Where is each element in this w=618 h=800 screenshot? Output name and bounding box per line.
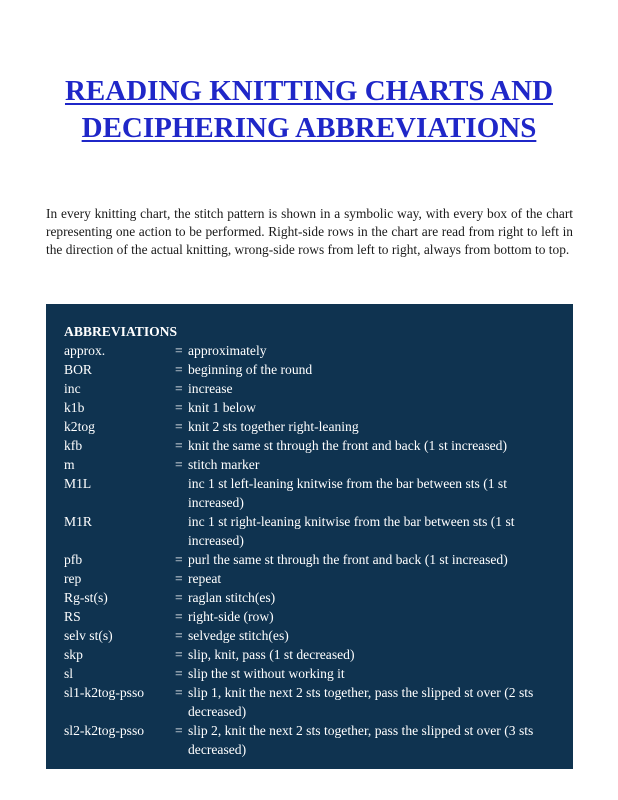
watermark: PassionForum.ru	[528, 781, 612, 793]
abbreviation-equals: =	[175, 647, 183, 662]
abbreviation-row	[64, 683, 555, 721]
abbreviation-definition: selvedge stitch(es)	[188, 628, 289, 643]
abbreviation-equals	[175, 474, 188, 512]
abbreviation-term: Rg-st(s)	[64, 590, 108, 605]
abbreviation-equals: =	[175, 628, 183, 643]
abbreviation-definition: slip 2, knit the next 2 sts together, pass the slipped st over (3 sts decreased)	[188, 723, 534, 757]
abbreviation-row	[64, 550, 555, 569]
abbreviation-row	[64, 341, 555, 360]
abbreviation-row	[64, 436, 555, 455]
abbreviations-list	[64, 341, 555, 759]
abbreviation-row	[64, 379, 555, 398]
abbreviation-equals: =	[175, 685, 183, 700]
abbreviation-definition: slip, knit, pass (1 st decreased)	[188, 647, 355, 662]
abbreviation-term: rep	[64, 571, 82, 586]
abbreviation-equals: =	[175, 571, 183, 586]
abbreviation-definition: knit 2 sts together right-leaning	[188, 419, 359, 434]
abbreviation-equals: =	[175, 362, 183, 377]
abbreviation-term: m	[64, 457, 75, 472]
abbreviation-row	[64, 626, 555, 645]
abbreviation-term: sl1-k2tog-psso	[64, 685, 145, 700]
abbreviation-equals: =	[175, 419, 183, 434]
abbreviation-term: sl	[64, 666, 74, 681]
abbreviation-equals: =	[175, 438, 183, 453]
abbreviation-equals: =	[175, 400, 183, 415]
abbreviation-term: k2tog	[64, 419, 95, 434]
abbreviation-definition: repeat	[188, 571, 222, 586]
abbreviation-term: M1R	[64, 514, 92, 529]
abbreviation-term: kfb	[64, 438, 83, 453]
abbreviation-row	[64, 607, 555, 626]
abbreviation-equals: =	[175, 723, 183, 738]
abbreviation-term: skp	[64, 647, 83, 662]
abbreviation-definition: beginning of the round	[188, 362, 313, 377]
abbreviation-term: RS	[64, 609, 81, 624]
abbreviation-term: BOR	[64, 362, 92, 377]
abbreviation-term: k1b	[64, 400, 85, 415]
abbreviation-row	[64, 398, 555, 417]
abbreviation-term: selv st(s)	[64, 628, 113, 643]
page-title-line-2: DECIPHERING ABBREVIATIONS	[81, 112, 537, 144]
abbreviation-equals: =	[175, 590, 183, 605]
page-title-line-1: READING KNITTING CHARTS AND	[64, 75, 554, 107]
abbreviation-term: sl2-k2tog-psso	[64, 723, 145, 738]
abbreviation-term: approx.	[64, 343, 106, 358]
abbreviation-equals: =	[175, 609, 183, 624]
abbreviation-term: pfb	[64, 552, 83, 567]
abbreviation-definition: inc 1 st right-leaning knitwise from the bar between sts (1 st increased)	[188, 514, 515, 548]
abbreviation-equals: =	[175, 343, 183, 358]
abbreviation-row	[64, 721, 555, 759]
abbreviation-definition: increase	[188, 381, 233, 396]
abbreviation-row	[64, 569, 555, 588]
abbreviation-equals: =	[175, 381, 183, 396]
abbreviation-definition: inc 1 st left-leaning knitwise from the bar between sts (1 st increased)	[188, 476, 507, 510]
abbreviations-panel	[46, 304, 573, 769]
page-title	[0, 73, 618, 147]
abbreviation-equals: =	[175, 457, 183, 472]
abbreviation-definition: slip the st without working it	[188, 666, 345, 681]
abbreviation-row	[64, 512, 555, 550]
abbreviation-definition: knit 1 below	[188, 400, 256, 415]
abbreviation-row	[64, 455, 555, 474]
abbreviation-row	[64, 417, 555, 436]
abbreviation-definition: stitch marker	[188, 457, 260, 472]
abbreviation-equals: =	[175, 552, 183, 567]
abbreviation-row	[64, 664, 555, 683]
abbreviation-row	[64, 360, 555, 379]
abbreviation-definition: approximately	[188, 343, 267, 358]
abbreviation-term: inc	[64, 381, 81, 396]
intro-paragraph: In every knitting chart, the stitch pattern is shown in a symbolic way, with every box of the chart representing one action to be performed. Right-side rows in the chart are read from right to left in the direction of the actual knitting, wrong-side rows from left to right, always from bottom to top.	[46, 206, 573, 257]
abbreviation-definition: purl the same st through the front and back (1 st increased)	[188, 552, 508, 567]
abbreviation-row	[64, 474, 555, 512]
abbreviation-row	[64, 588, 555, 607]
abbreviation-equals: =	[175, 666, 183, 681]
abbreviation-definition: knit the same st through the front and back (1 st increased)	[188, 438, 507, 453]
abbreviation-definition: right-side (row)	[188, 609, 274, 624]
abbreviation-definition: slip 1, knit the next 2 sts together, pass the slipped st over (2 sts decreased)	[188, 685, 534, 719]
abbreviation-definition: raglan stitch(es)	[188, 590, 276, 605]
abbreviation-row	[64, 645, 555, 664]
abbreviations-heading: ABBREVIATIONS	[64, 324, 178, 339]
abbreviation-term: M1L	[64, 476, 92, 491]
abbreviation-equals	[175, 512, 188, 550]
